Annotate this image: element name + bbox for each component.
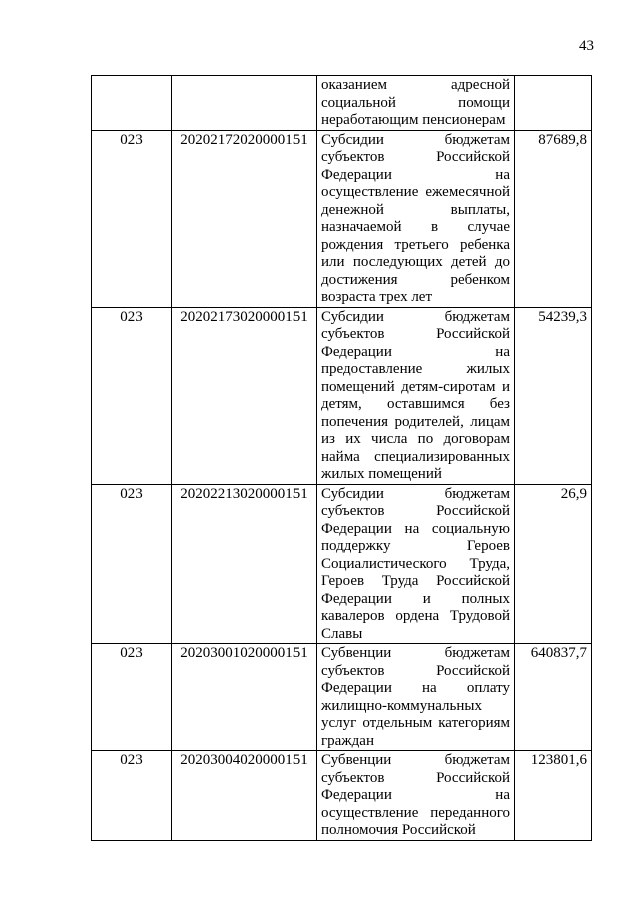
table-row (92, 644, 592, 751)
revenue-name-cell (317, 76, 515, 131)
budget-class-code-cell: 20203004020000151 (172, 751, 317, 841)
table-row (92, 76, 592, 131)
admin-code-cell: 023 (92, 644, 172, 751)
admin-code-cell: 023 (92, 307, 172, 484)
revenue-name-cell (317, 644, 515, 751)
revenue-name-text: оказанием адресной социальной помощи неработающим пенсионерам (321, 77, 510, 128)
budget-class-code-cell: 20203001020000151 (172, 644, 317, 751)
revenue-name-cell (317, 130, 515, 307)
revenue-name-text: Субвенции бюджетам субъектов Российской Федерации на осуществление переданного полномочия Российской (321, 752, 510, 838)
amount-cell: 87689,8 (515, 130, 592, 307)
revenue-name-cell (317, 484, 515, 644)
revenue-name-text: Субвенции бюджетам субъектов Российской Федерации на оплату жилищно-коммунальных услуг отдельным категориям граждан (321, 645, 510, 749)
budget-class-code-cell (172, 76, 317, 131)
budget-revenue-table (91, 75, 592, 841)
admin-code-cell: 023 (92, 751, 172, 841)
amount-cell: 54239,3 (515, 307, 592, 484)
budget-class-code-cell: 20202172020000151 (172, 130, 317, 307)
table-row (92, 130, 592, 307)
revenue-name-text: Субсидии бюджетам субъектов Российской Федерации на предоставление жилых помещений детям-сиротам и детям, оставшимся без попечения родителей, лицам из их числа по договорам найма специализированных жилых помещений (321, 308, 510, 482)
budget-class-code-cell: 20202213020000151 (172, 484, 317, 644)
revenue-name-text: Субсидии бюджетам субъектов Российской Федерации на социальную поддержку Героев Социалистического Труда, Героев Труда Российской Федерации и полных кавалеров ордена Трудовой Славы (321, 485, 510, 642)
amount-cell: 640837,7 (515, 644, 592, 751)
revenue-name-text: Субсидии бюджетам субъектов Российской Федерации на осуществление ежемесячной денежной выплаты, назначаемой в случае рождения третьего ребенка или последующих детей до достижения ребенком возраста трех лет (321, 131, 510, 305)
budget-class-code-cell: 20202173020000151 (172, 307, 317, 484)
amount-cell: 26,9 (515, 484, 592, 644)
table-row (92, 307, 592, 484)
amount-cell (515, 76, 592, 131)
table-row (92, 751, 592, 841)
page-number: 43 (579, 38, 594, 54)
admin-code-cell: 023 (92, 130, 172, 307)
admin-code-cell: 023 (92, 484, 172, 644)
admin-code-cell (92, 76, 172, 131)
table-row (92, 484, 592, 644)
revenue-name-cell (317, 751, 515, 841)
amount-cell: 123801,6 (515, 751, 592, 841)
revenue-name-cell (317, 307, 515, 484)
